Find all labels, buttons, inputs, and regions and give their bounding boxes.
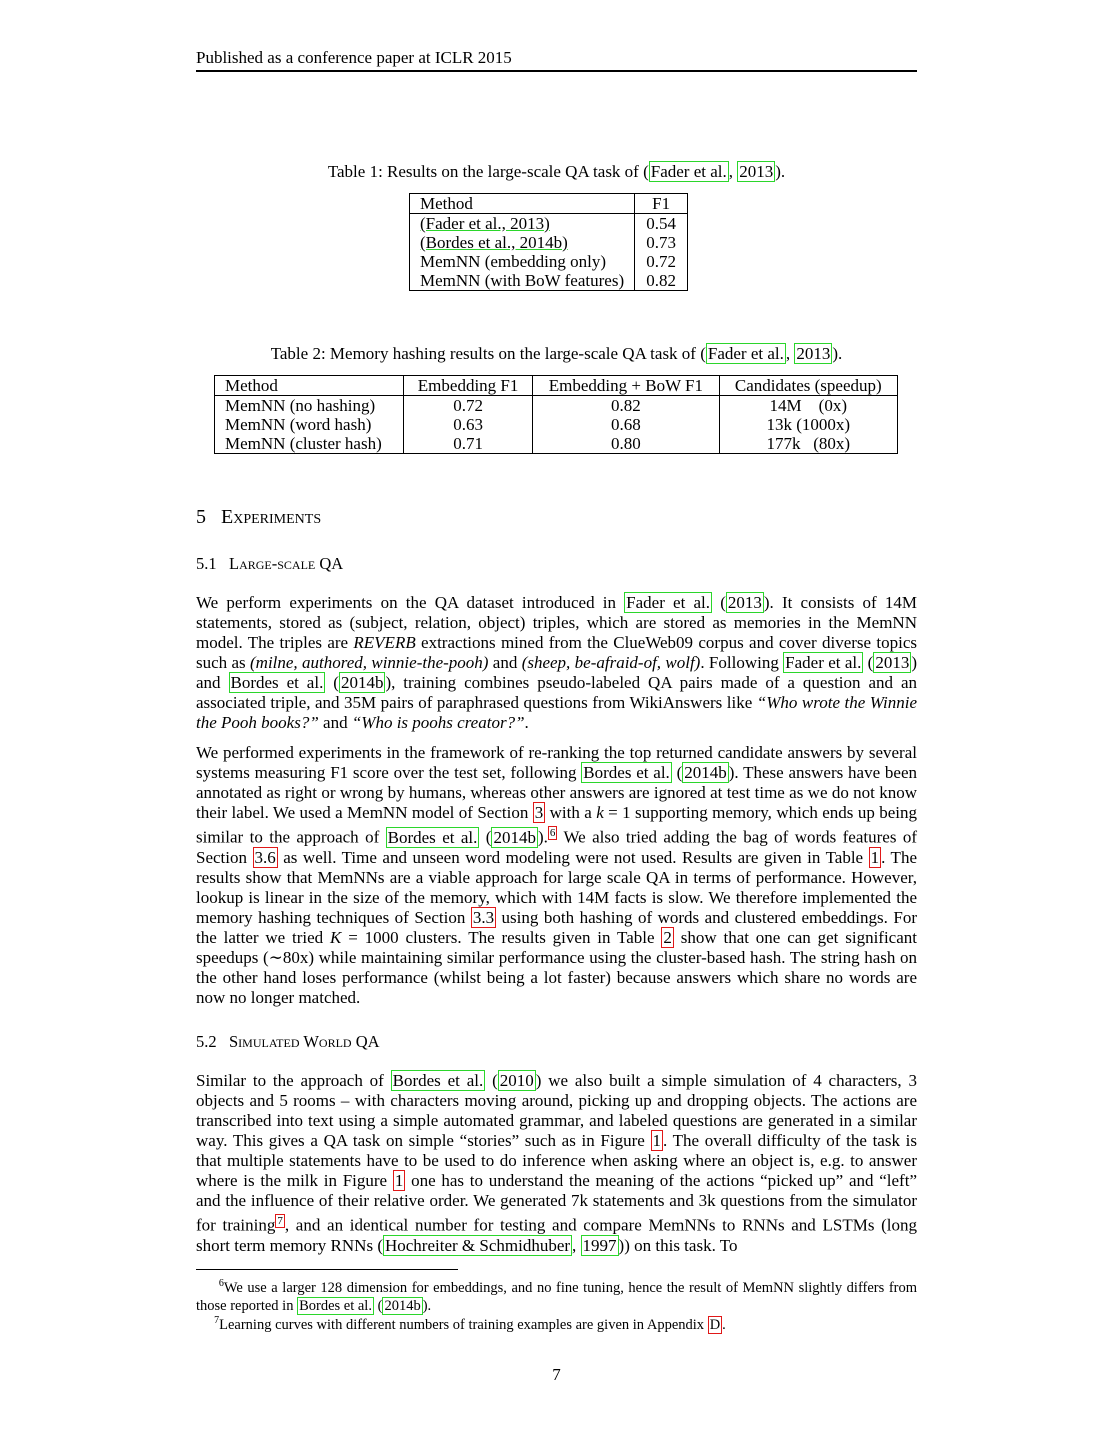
table-header-row <box>215 376 898 396</box>
citation-link[interactable]: Fader et al. <box>707 344 784 363</box>
table-cell: 0.72 <box>403 396 532 416</box>
footnote: $^7$Learning curves with different numbers of training examples are given in Appendix D . <box>214 1315 726 1333</box>
table1 <box>409 193 688 291</box>
table-cell: MemNN (no hashing) <box>215 396 404 416</box>
table2 <box>214 375 898 454</box>
citation-link[interactable]: 2013 <box>739 162 774 181</box>
table-header-cell: F1 <box>635 194 688 214</box>
table-row <box>410 214 688 234</box>
table-row <box>215 434 898 454</box>
subsection-heading: 5.1 Large-scale QA <box>196 554 344 573</box>
table-row <box>410 233 688 252</box>
table-cell: 0.80 <box>533 434 719 454</box>
table-cell: 0.63 <box>403 415 532 434</box>
subsection-heading: 5.2 Simulated World QA <box>196 1032 380 1051</box>
paragraph: We performed experiments in the framework of re-ranking the top returned candidate answers by several systems measuring F1 score over the test set, following Bordes et al. ( 2014b ). These answers have been annotated as right or wrong by humans, whereas other answers are ignored at test time as we do not know their label. We used a MemNN model of Section 3 with a k = 1 supporting memory, which ends up being similar to the approach of Bordes et al. ( 2014b ). $^6$ We also tried adding the bag of words features of Section 3.6 as well. Time and unseen word modeling were not used. Results are given in Table 1 . The results show that MemNNs are a viable approach for large scale QA in terms of performance. However, lookup is linear in the size of the memory, which with 14M facts is slow. We therefore implemented the memory hashing techniques of Section 3.3 using both hashing of words and clustered embeddings. For the latter we tried K = 1000 clusters. The results given in Table 2 show that one can get significant speedups (∼80x) while maintaining similar performance using the cluster-based hash. The string hash on the other hand loses performance (whilst being a lot faster) because answers which share no words are now no longer matched. <box>196 743 917 1007</box>
table-cell: 0.73 <box>646 233 676 252</box>
table-cell: MemNN (cluster hash) <box>215 434 404 454</box>
table1-caption: Table 1: Results on the large-scale QA task of ( Fader et al. , 2013 ). <box>327 162 786 181</box>
table-row <box>410 271 688 291</box>
table-cell: MemNN (embedding only) <box>410 252 635 271</box>
table-header-row <box>410 194 688 214</box>
table-header-cell: Method <box>410 194 635 214</box>
running-header: Published as a conference paper at ICLR 2015 <box>196 48 917 72</box>
table-cell[interactable]: (Fader et al., 2013) <box>410 214 635 234</box>
table-cell: 0.54 <box>646 214 676 233</box>
table-header-cell: Candidates (speedup) <box>719 376 897 396</box>
table-cell: 0.71 <box>403 434 532 454</box>
table-cell[interactable]: (Bordes et al., 2014b) <box>410 233 635 252</box>
table2-caption: Table 2: Memory hashing results on the large-scale QA task of ( Fader et al. , 2013 ). <box>270 344 843 363</box>
table-row <box>410 252 688 271</box>
footnote-rule <box>196 1269 458 1270</box>
footnote: $^6$We use a larger 128 dimension for embeddings, and no fine tuning, hence the result of MemNN slightly differs from those reported in Bordes et al. ( 2014b ). <box>196 1278 918 1314</box>
page-number: 7 <box>552 1365 561 1384</box>
paragraph: We perform experiments on the QA dataset introduced in Fader et al. ( 2013 ). It consists of 14M statements, stored as (subject, relation, object) triples, which are stored as memories in the MemNN model. The triples are REVERB extractions mined from the ClueWeb09 corpus and cover diverse topics such as (milne, authored, winnie-the-pooh) and (sheep, be-afraid-of, wolf). Following Fader et al. ( 2013 ) and Bordes et al. ( 2014b ), training combines pseudo-labeled QA pairs made of a question and an associated triple, and 35M pairs of paraphrased questions from WikiAnswers like “Who wrote the Winnie the Pooh books?” and “Who is poohs creator?”. <box>196 593 918 732</box>
citation-link[interactable]: 2013 <box>796 344 831 363</box>
section-heading: 5 Experiments <box>196 506 322 528</box>
table-row <box>215 396 898 416</box>
table-cell: 0.68 <box>533 415 719 434</box>
table-cell: 0.72 <box>646 252 676 271</box>
table-cell: MemNN (with BoW features) <box>410 271 635 291</box>
table-row <box>215 415 898 434</box>
citation-link[interactable]: Fader et al. <box>650 162 727 181</box>
paragraph: Similar to the approach of Bordes et al. ( 2010 ) we also built a simple simulation of 4 characters, 3 objects and 5 rooms – with characters moving around, picking up and dropping objects. The actions are transcribed into text using a simple automated grammar, and labeled questions are generated in a similar way. This gives a QA task on simple “stories” such as in Figure 1 . The overall difficulty of the task is that multiple statements have to be used to do inference when asking where an object is, e.g. to answer where is the milk in Figure 1 one has to understand the meaning of the actions “picked up” and “left” and the influence of their relative order. We generated 7k statements and 3k questions from the simulator for training $^7$ , and an identical number for testing and compare MemNNs to RNNs and LSTMs (long short term memory RNNs ( Hochreiter & Schmidhuber , 1997 )) on this task. To <box>196 1071 917 1255</box>
table-cell: 177k (80x) <box>766 434 851 453</box>
table-cell: 0.82 <box>646 271 676 290</box>
table-header-cell: Embedding F1 <box>403 376 532 396</box>
table-header-cell: Embedding + BoW F1 <box>533 376 719 396</box>
table-cell: MemNN (word hash) <box>215 415 404 434</box>
table-header-cell: Method <box>215 376 404 396</box>
table-cell: 0.82 <box>533 396 719 416</box>
table-cell: 13k (1000x) <box>766 415 851 434</box>
table-cell: 14M (0x) <box>769 396 847 415</box>
